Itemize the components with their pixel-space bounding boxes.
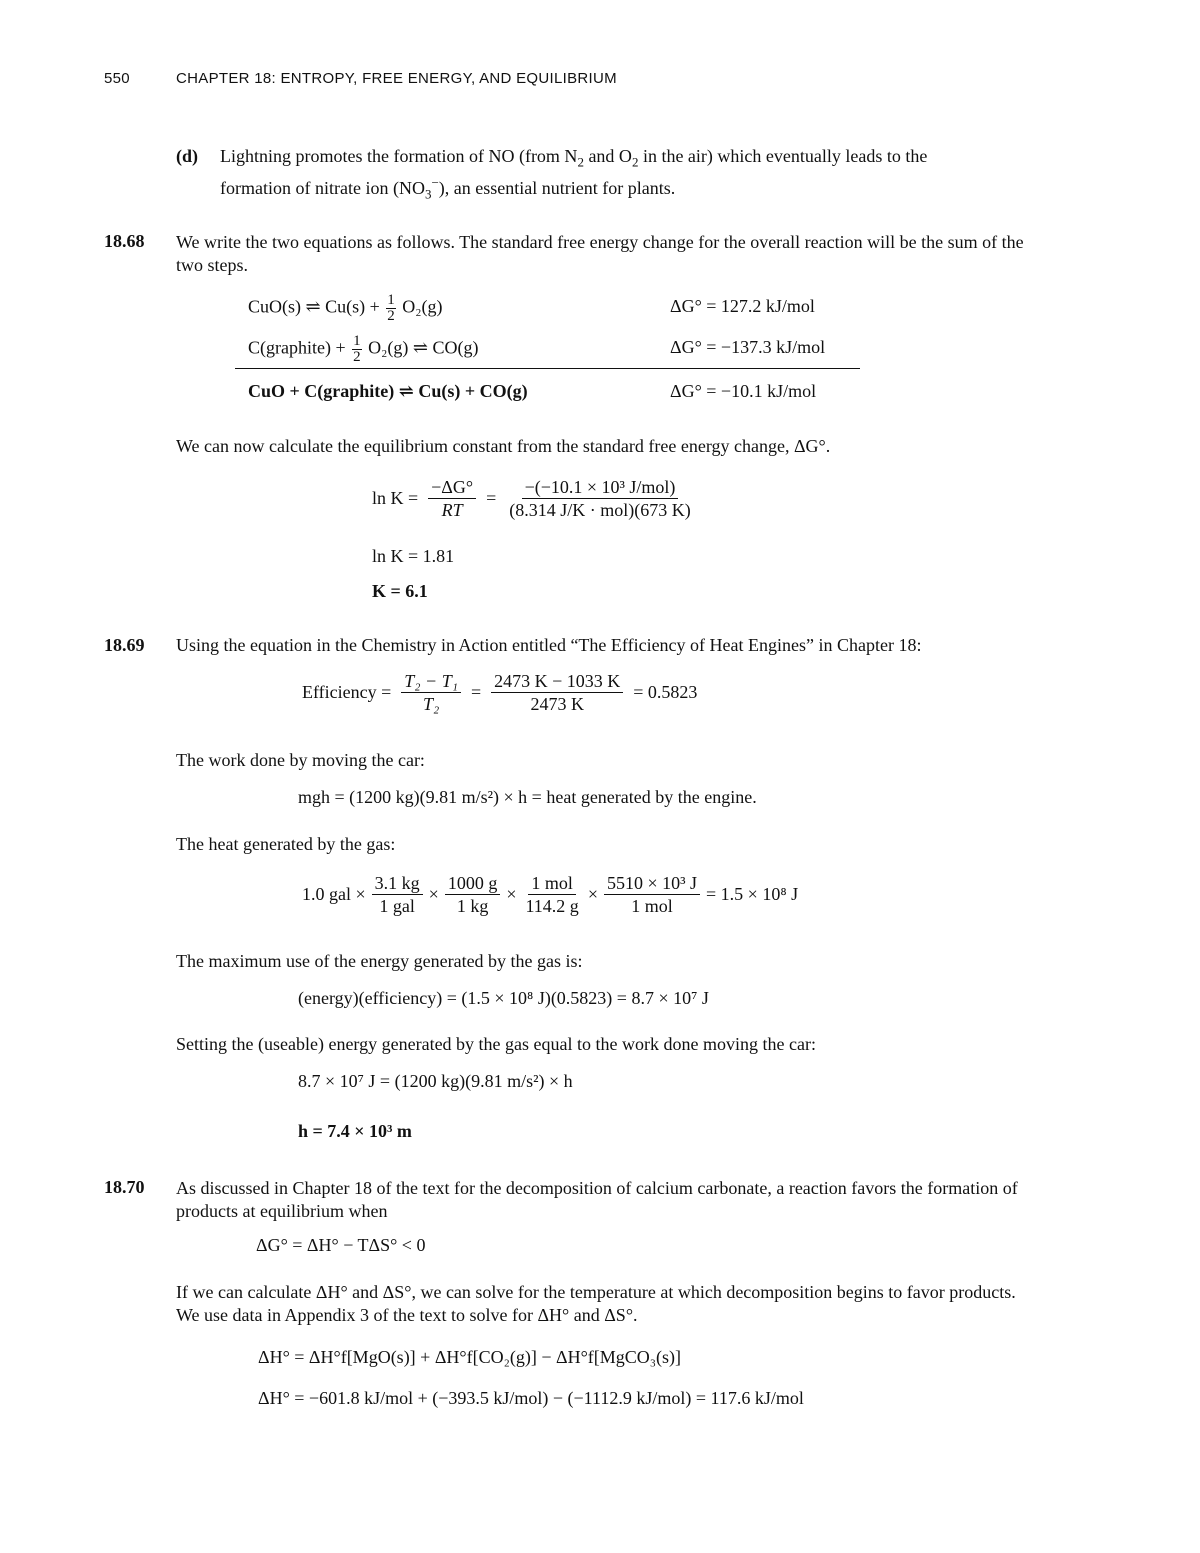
part-d-line2: formation of nitrate ion $(NO_3^-)$, an essential nutrient for plants. <box>220 175 676 202</box>
equation-1: CuO(s) ⇌ Cu(s) + $\frac{1}{2}$ O₂(g) <box>248 292 443 324</box>
lnK-value: ln K = 1.81 <box>372 546 455 566</box>
heat-text: The heat generated by the gas: <box>176 834 396 854</box>
set-equal-equation: 8.7 × 10⁷ J = (1200 kg)(9.81 m/s²) × h <box>298 1071 573 1091</box>
calc-dh-ds-text: If we can calculate ΔH° and ΔS°, we can solve for the temperature at which decomposition begins to favor products. We use data in Appendix 3 of the text to solve for ΔH° and ΔS°. <box>176 1282 1016 1325</box>
equation-overall: CuO + C(graphite) ⇌ Cu(s) + CO(g) <box>248 381 528 401</box>
calc-k-text: We can now calculate the equilibrium constant from the standard free energy change, ΔG°. <box>176 436 831 456</box>
K-result: K = 6.1 <box>372 581 428 601</box>
problem-18-69-number: 18.69 <box>104 635 145 655</box>
problem-18-70-intro: As discussed in Chapter 18 of the text for the decomposition of calcium carbonate, a reaction favors the formation of products at equilibrium when <box>176 1178 1018 1221</box>
heat-equation: 1.0 gal × $\frac{3.1 kg}{\text{1 gal}}$ × $\frac{1000 g}{1 kg}$ × $\frac{\text{1 mol}}{114.2 g}$ × $\frac{\text{5510 × 10³ J}}{\text{1 mol}}$ = 1.5 × 10⁸ J <box>302 873 799 916</box>
gibbs-condition: ΔG° = ΔH° − TΔS° < 0 <box>256 1235 426 1255</box>
equation-2: C(graphite) + $\frac{1}{2}$ O₂(g) ⇌ CO(g) <box>248 333 479 365</box>
work-text: The work done by moving the car: <box>176 750 425 770</box>
sum-line <box>235 368 860 369</box>
set-equal-text: Setting the (useable) energy generated by the gas equal to the work done moving the car: <box>176 1034 816 1054</box>
lnK-equation: ln K = $\frac{-\Delta G^\circ}{RT}$ = $\frac{\text{−(−10.1 × 10³ J/mol)}}{\text{(8.314 J/K · mol)(673 K)}}$ <box>372 477 691 520</box>
max-energy-text: The maximum use of the energy generated by the gas is: <box>176 951 583 971</box>
equation-2-dg: ΔG° = −137.3 kJ/mol <box>670 337 826 357</box>
efficiency-equation: Efficiency = $\frac{\text{T₂ − T₁}}{\text{T₂}}$ = $\frac{2473 K - 1033 K}{2473 K}$ = 0.5823 <box>302 671 698 714</box>
problem-18-68-number: 18.68 <box>104 231 145 251</box>
problem-18-70-number: 18.70 <box>104 1177 145 1197</box>
dh-equation-2: ΔH° = −601.8 kJ/mol + (−393.5 kJ/mol) − (−1112.9 kJ/mol) = 117.6 kJ/mol <box>258 1388 804 1408</box>
part-d-line1: Lightning promotes the formation of NO (from $N_2$ and $O_2$ in the air) which eventually leads to the <box>220 146 928 170</box>
work-equation: mgh = (1200 kg)(9.81 m/s²) × h = heat generated by the engine. <box>298 787 757 807</box>
part-d-label: (d) <box>176 146 198 166</box>
page-number: 550 <box>104 70 130 87</box>
max-energy-equation: (energy)(efficiency) = (1.5 × 10⁸ J)(0.5823) = 8.7 × 10⁷ J <box>298 988 709 1008</box>
h-result: h = 7.4 × 10³ m <box>298 1121 412 1141</box>
chapter-title: CHAPTER 18: ENTROPY, FREE ENERGY, AND EQUILIBRIUM <box>176 70 617 87</box>
problem-18-68-intro: We write the two equations as follows. The standard free energy change for the overall reaction will be the sum of the two steps. <box>176 232 1024 275</box>
dh-equation-1: ΔH° = ΔH°f[MgO(s)] + ΔH°f[CO₂(g)] − ΔH°f[MgCO₃(s)] <box>258 1347 682 1367</box>
equation-overall-dg: ΔG° = −10.1 kJ/mol <box>670 381 817 401</box>
problem-18-69-intro: Using the equation in the Chemistry in Action entitled “The Efficiency of Heat Engines” in Chapter 18: <box>176 635 922 655</box>
equation-1-dg: ΔG° = 127.2 kJ/mol <box>670 296 815 316</box>
